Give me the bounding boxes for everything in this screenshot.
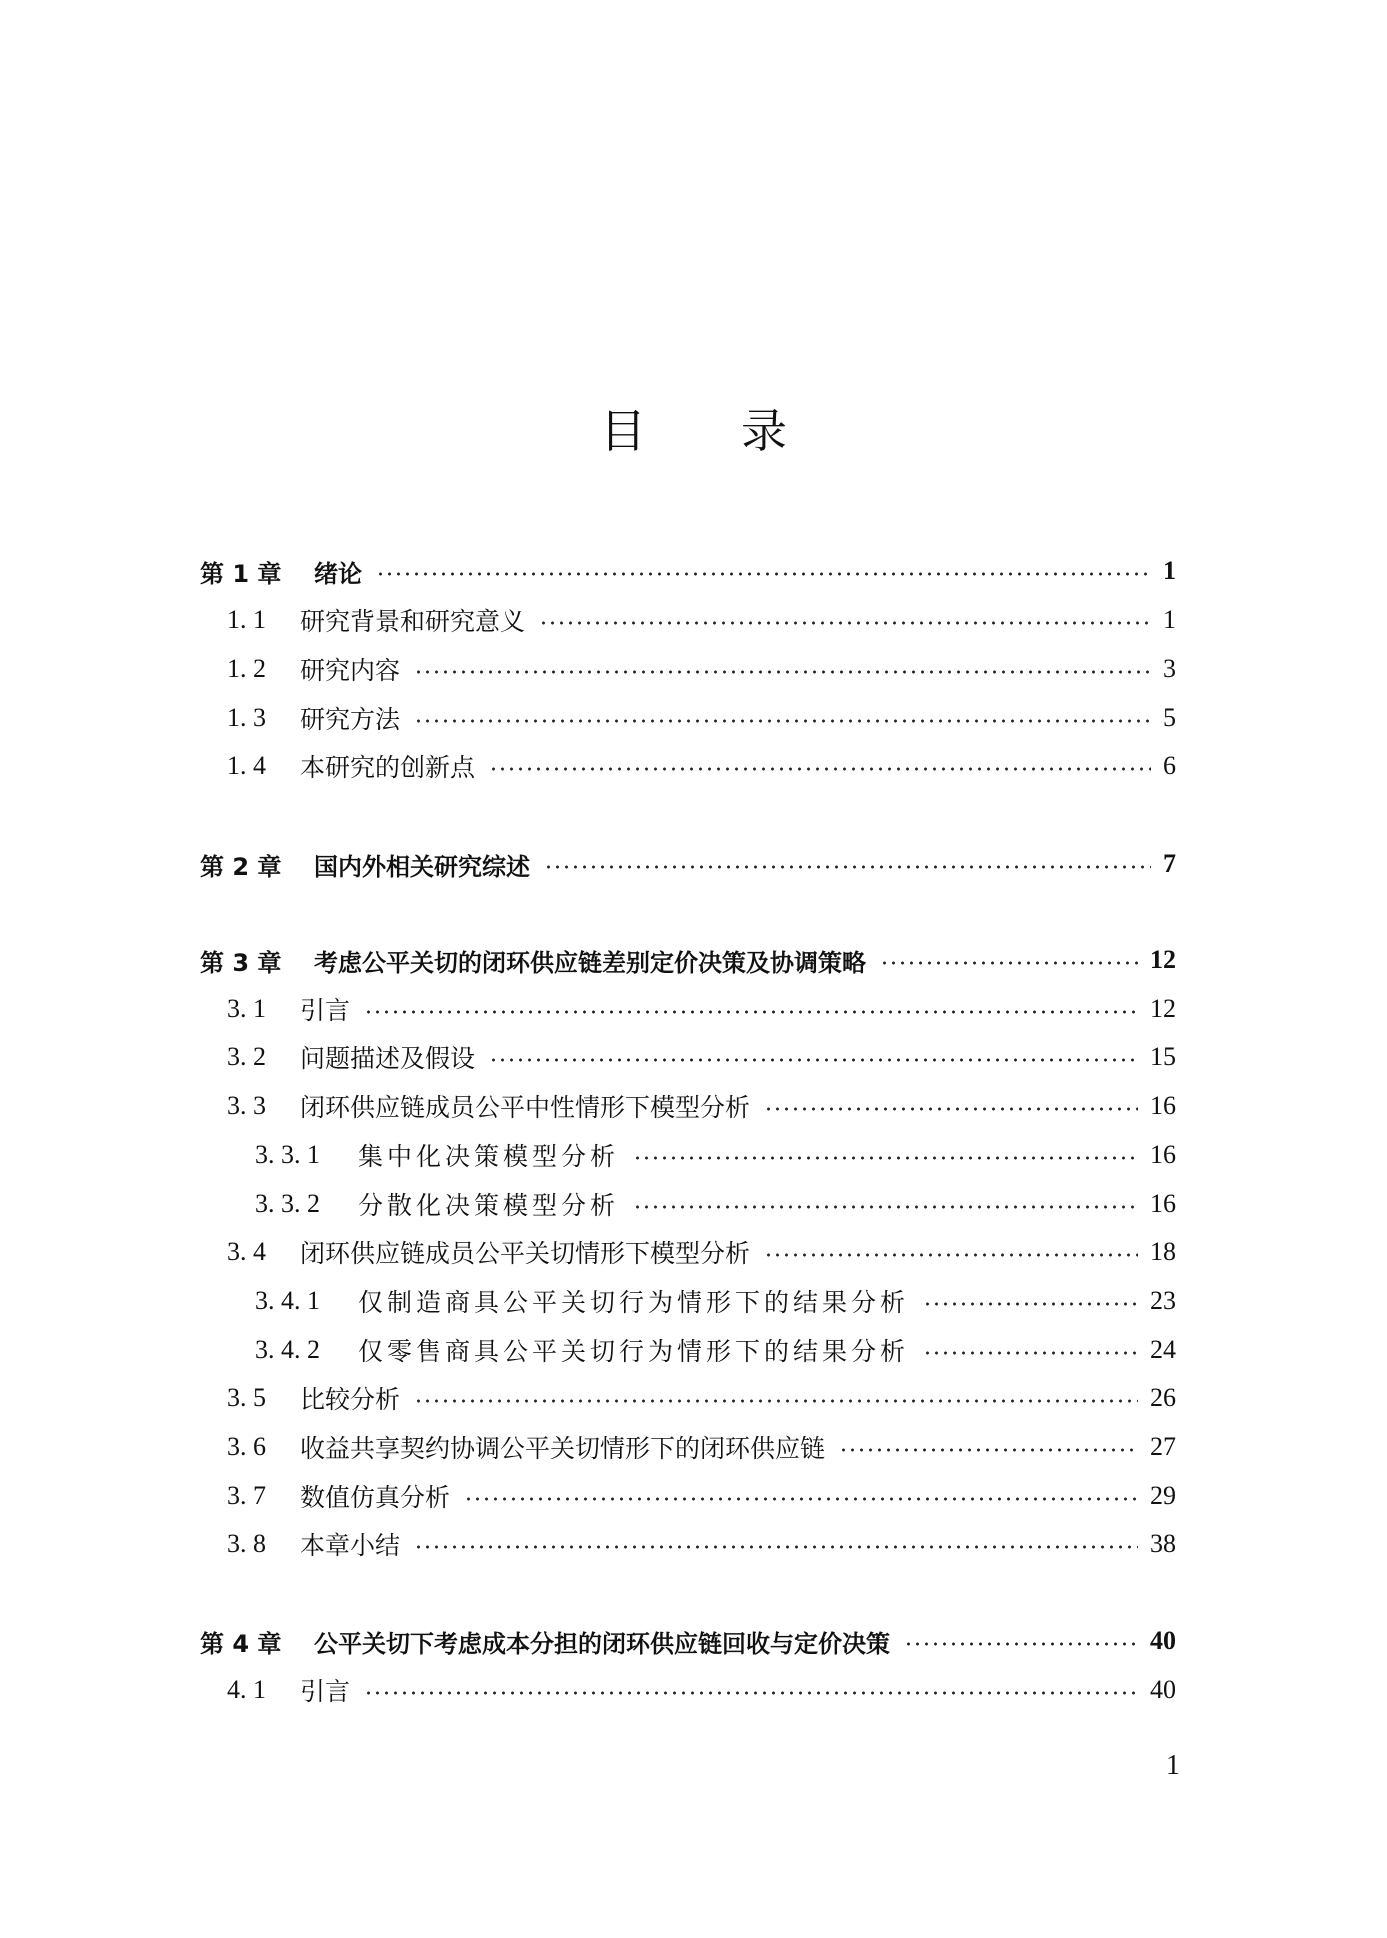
toc-entry-title: 国内外相关研究综述: [314, 852, 530, 881]
toc-entry-number: 3. 3: [227, 1091, 266, 1120]
toc-entry-section[interactable]: [200, 1670, 1176, 1710]
toc-entry-number: 3. 2: [227, 1042, 266, 1071]
dot-leader: [489, 1058, 1138, 1062]
dot-leader: [364, 1010, 1138, 1014]
toc-entry-page: 16: [1150, 1140, 1176, 1169]
toc-entry-number: 1. 3: [227, 703, 266, 732]
dot-leader: [764, 1253, 1138, 1257]
dot-leader: [464, 1497, 1138, 1501]
toc-entry-page: 16: [1150, 1189, 1176, 1218]
toc-entry-title: 研究背景和研究意义: [300, 607, 526, 636]
dot-leader: [839, 1448, 1138, 1452]
dot-leader: [414, 719, 1151, 723]
toc-entry-title: 引言: [300, 996, 351, 1025]
dot-leader: [544, 865, 1151, 869]
toc-entry-title: 比较分析: [300, 1385, 401, 1414]
toc-entry-page: 40: [1150, 1626, 1176, 1655]
toc-entry-page: 1: [1163, 556, 1176, 585]
toc-entry-number: 3. 3. 2: [255, 1189, 320, 1218]
toc-entry-section[interactable]: [200, 1476, 1176, 1516]
toc-entry-page: 12: [1150, 994, 1176, 1023]
toc-entry-number: 第 4 章: [200, 1629, 282, 1658]
toc-entry-page: 7: [1163, 849, 1176, 878]
toc-entry-page: 18: [1150, 1237, 1176, 1266]
dot-leader: [364, 1691, 1138, 1695]
dot-leader: [414, 1399, 1138, 1403]
toc-entry-number: 4. 1: [227, 1675, 266, 1704]
toc-entry-section[interactable]: [200, 600, 1176, 640]
toc-entry-number: 第 2 章: [200, 852, 282, 881]
toc-entry-title: 本研究的创新点: [300, 753, 476, 782]
toc-entry-page: 40: [1150, 1675, 1176, 1704]
toc-entry-subsection[interactable]: [200, 1184, 1176, 1224]
dot-leader: [633, 1205, 1138, 1209]
toc-entry-page: 27: [1150, 1432, 1176, 1461]
toc-entry-page: 3: [1163, 654, 1176, 683]
toc-entry-title: 考虑公平关切的闭环供应链差别定价决策及协调策略: [314, 948, 866, 977]
toc-entry-page: 1: [1163, 605, 1176, 634]
toc-entry-section[interactable]: [200, 746, 1176, 786]
toc-entry-page: 15: [1150, 1042, 1176, 1071]
toc-entry-section[interactable]: [200, 989, 1176, 1029]
dot-leader: [539, 621, 1151, 625]
toc-entry-title: 本章小结: [300, 1531, 401, 1560]
toc-entry-subsection[interactable]: [200, 1330, 1176, 1370]
dot-leader: [414, 1545, 1138, 1549]
toc-entry-number: 3. 8: [227, 1529, 266, 1558]
toc-entry-title: 研究方法: [300, 705, 401, 734]
toc-entry-number: 3. 5: [227, 1383, 266, 1412]
toc-entry-title: 引言: [300, 1677, 351, 1706]
dot-leader: [489, 767, 1151, 771]
toc-entry-section[interactable]: [200, 1524, 1176, 1564]
toc-entry-title: 数值仿真分析: [300, 1483, 451, 1512]
toc-entry-title: 分散化决策模型分析: [358, 1191, 620, 1220]
toc-entry-section[interactable]: [200, 1427, 1176, 1467]
toc-entry-page: 26: [1150, 1383, 1176, 1412]
toc-entry-number: 第 1 章: [200, 559, 282, 588]
toc-entry-number: 第 3 章: [200, 948, 282, 977]
toc-entry-chapter[interactable]: [200, 940, 1176, 980]
toc-entry-page: 12: [1150, 945, 1176, 974]
page-title: [0, 395, 1387, 461]
toc-entry-number: 1. 1: [227, 605, 266, 634]
toc-entry-title: 闭环供应链成员公平中性情形下模型分析: [300, 1093, 751, 1122]
toc-entry-chapter[interactable]: [200, 1621, 1176, 1661]
dot-leader: [923, 1351, 1138, 1355]
toc-entry-section[interactable]: [200, 1378, 1176, 1418]
toc-entry-page: 29: [1150, 1481, 1176, 1510]
toc-entry-page: 6: [1163, 751, 1176, 780]
toc-entry-number: 3. 6: [227, 1432, 266, 1461]
toc-entry-title: 绪论: [314, 559, 362, 588]
toc-entry-title: 研究内容: [300, 656, 401, 685]
dot-leader: [414, 670, 1151, 674]
dot-leader: [923, 1302, 1138, 1306]
dot-leader: [880, 961, 1138, 965]
toc-entry-title: 闭环供应链成员公平关切情形下模型分析: [300, 1239, 751, 1268]
toc-entry-title: 公平关切下考虑成本分担的闭环供应链回收与定价决策: [314, 1629, 890, 1658]
dot-leader: [633, 1156, 1138, 1160]
toc-entry-chapter[interactable]: [200, 844, 1176, 884]
toc-entry-number: 3. 1: [227, 994, 266, 1023]
dot-leader: [904, 1642, 1138, 1646]
toc-entry-page: 5: [1163, 703, 1176, 732]
toc-entry-number: 3. 4. 2: [255, 1335, 320, 1364]
toc-entry-number: 3. 4. 1: [255, 1286, 320, 1315]
toc-entry-title: 问题描述及假设: [300, 1044, 476, 1073]
toc-entry-page: 38: [1150, 1529, 1176, 1558]
toc-entry-section[interactable]: [200, 1037, 1176, 1077]
dot-leader: [376, 572, 1151, 576]
toc-entry-title: 收益共享契约协调公平关切情形下的闭环供应链: [300, 1434, 826, 1463]
toc-entry-page: 23: [1150, 1286, 1176, 1315]
title-char-2: 录: [741, 404, 787, 458]
toc-entry-number: 1. 4: [227, 751, 266, 780]
toc-entry-number: 1. 2: [227, 654, 266, 683]
page-number: 1: [1166, 1750, 1180, 1781]
toc-entry-title: 仅零售商具公平关切行为情形下的结果分析: [358, 1337, 910, 1366]
toc-entry-number: 3. 4: [227, 1237, 266, 1266]
toc-entry-chapter[interactable]: [200, 551, 1176, 591]
toc-entry-section[interactable]: [200, 1086, 1176, 1126]
toc-entry-title: 集中化决策模型分析: [358, 1142, 620, 1171]
toc-entry-page: 24: [1150, 1335, 1176, 1364]
toc-entry-number: 3. 7: [227, 1481, 266, 1510]
title-char-1: 目: [600, 404, 646, 458]
toc-entry-subsection[interactable]: [200, 1135, 1176, 1175]
toc-entry-title: 仅制造商具公平关切行为情形下的结果分析: [358, 1288, 910, 1317]
toc-entry-page: 16: [1150, 1091, 1176, 1120]
toc-entry-subsection[interactable]: [200, 1281, 1176, 1321]
dot-leader: [764, 1107, 1138, 1111]
toc-entry-section[interactable]: [200, 649, 1176, 689]
toc-entry-section[interactable]: [200, 698, 1176, 738]
toc-entry-number: 3. 3. 1: [255, 1140, 320, 1169]
toc-entry-section[interactable]: [200, 1232, 1176, 1272]
